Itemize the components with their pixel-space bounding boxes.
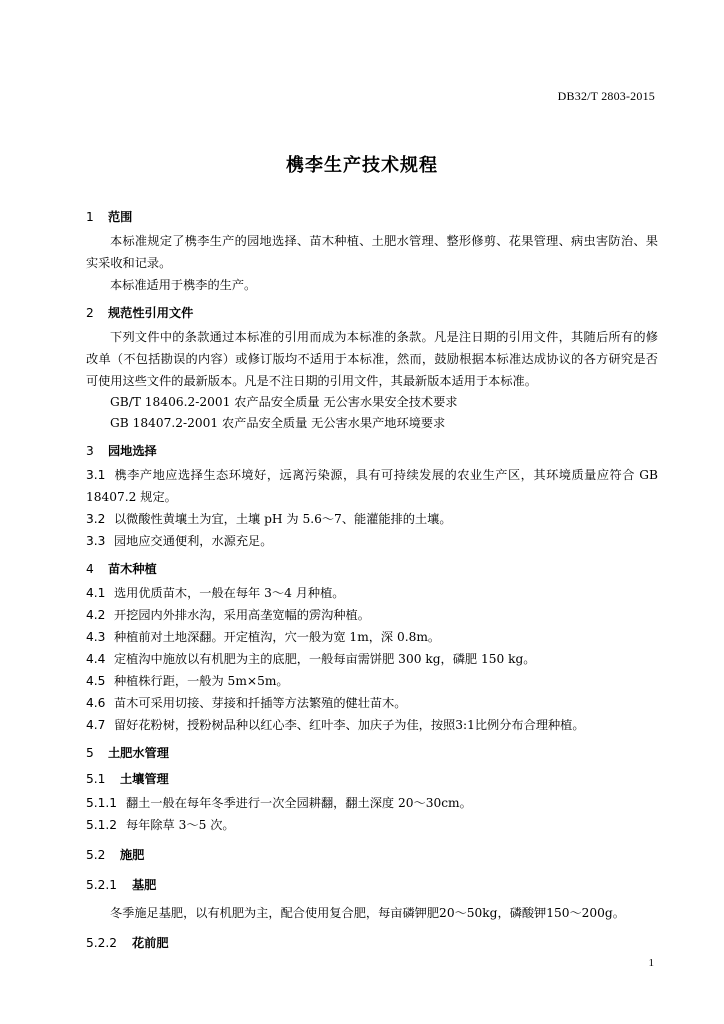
clause-item (86, 626, 658, 648)
clause-item (86, 604, 658, 626)
clause-item (86, 714, 658, 736)
section-number: 4 (86, 562, 94, 576)
section-number: 3 (86, 444, 94, 458)
clause-text: 以微酸性黄壤土为宜，土壤 pH 为 5.6～7、能灌能排的土壤。 (114, 512, 452, 526)
section-heading-3 (86, 438, 658, 464)
clause-number: 4.1 (86, 586, 106, 600)
subsubsection-title: 花前肥 (132, 936, 169, 950)
clause-text: 种植株行距，一般为 5m×5m。 (114, 674, 289, 688)
clause-item (86, 670, 658, 692)
clause-number: 3.3 (86, 534, 106, 548)
section-title: 园地选择 (108, 444, 157, 458)
paragraph: 冬季施足基肥，以有机肥为主，配合使用复合肥，每亩磷钾肥20～50kg，磷酸钾150～200g。 (110, 906, 625, 920)
subsection-number: 5.1 (86, 772, 106, 786)
clause-number: 4.7 (86, 718, 106, 732)
subsection-heading-5-1 (86, 766, 658, 792)
subsection-title: 土壤管理 (120, 772, 169, 786)
clause-number: 3.2 (86, 512, 106, 526)
clause-item (86, 648, 658, 670)
section-number: 1 (86, 210, 94, 224)
section-title: 范围 (108, 210, 133, 224)
clause-item (86, 792, 658, 814)
section-heading-5 (86, 740, 658, 766)
clause-number: 4.3 (86, 630, 106, 644)
reference-item: GB 18407.2-2001 农产品安全质量 无公害水果产地环境要求 (110, 416, 446, 430)
reference-item: GB/T 18406.2-2001 农产品安全质量 无公害水果安全技术要求 (110, 395, 458, 409)
clause-text: 种植前对土地深翻。开定植沟，穴一般为宽 1m，深 0.8m。 (114, 630, 441, 644)
clause-text: 园地应交通便利，水源充足。 (114, 534, 273, 548)
subsubsection-number: 5.2.1 (86, 878, 118, 892)
subsection-title: 施肥 (120, 848, 145, 862)
clause-text: 每年除草 3～5 次。 (126, 818, 235, 832)
section-title: 苗木种植 (108, 562, 157, 576)
clause-number: 5.1.1 (86, 796, 118, 810)
paragraph: 本标准规定了槜李生产的园地选择、苗木种植、土肥水管理、整形修剪、花果管理、病虫害防治、果实采收和记录。 (86, 234, 658, 270)
clause-text: 留好花粉树，授粉树品种以红心李、红叶李、加庆子为佳，按照3:1比例分布合理种植。 (114, 718, 585, 732)
subsubsection-heading-5-2-2 (86, 930, 658, 956)
clause-number: 3.1 (86, 468, 106, 482)
clause-number: 4.4 (86, 652, 106, 666)
section-title: 土肥水管理 (108, 746, 169, 760)
clause-item (86, 508, 658, 530)
clause-item (86, 464, 658, 508)
clause-item (86, 692, 658, 714)
document-code: DB32/T 2803-2015 (557, 89, 655, 103)
subsubsection-number: 5.2.2 (86, 936, 118, 950)
clause-item (86, 530, 658, 552)
document-body (86, 204, 658, 956)
clause-item (86, 582, 658, 604)
clause-text: 选用优质苗木，一般在每年 3～4 月种植。 (114, 586, 345, 600)
section-number: 2 (86, 306, 94, 320)
clause-number: 4.6 (86, 696, 106, 710)
clause-number: 5.1.2 (86, 818, 118, 832)
section-title: 规范性引用文件 (108, 306, 194, 320)
clause-number: 4.2 (86, 608, 106, 622)
section-heading-4 (86, 556, 658, 582)
subsection-number: 5.2 (86, 848, 106, 862)
clause-text: 定植沟中施放以有机肥为主的底肥，一般每亩需饼肥 300 kg，磷肥 150 kg。 (114, 652, 536, 666)
paragraph: 下列文件中的条款通过本标准的引用而成为本标准的条款。凡是注日期的引用文件，其随后所有的修改单（不包括勘误的内容）或修订版均不适用于本标准，然而，鼓励根据本标准达成协议的各方研究是否可使用这些文件的最新版本。凡是不注日期的引用文件，其最新版本适用于本标准。 (86, 330, 658, 388)
section-heading-2 (86, 300, 658, 326)
clause-number: 4.5 (86, 674, 106, 688)
clause-text: 翻土一般在每年冬季进行一次全园耕翻，翻土深度 20～30cm。 (126, 796, 472, 810)
section-heading-1 (86, 204, 658, 230)
subsubsection-heading-5-2-1 (86, 872, 658, 898)
page-number: 1 (648, 957, 654, 969)
paragraph: 本标准适用于槜李的生产。 (110, 278, 257, 292)
clause-text: 开挖园内外排水沟，采用高垄宽幅的雳沟种植。 (114, 608, 370, 622)
document-title: 槜李生产技术规程 (286, 155, 438, 176)
section-number: 5 (86, 746, 94, 760)
subsubsection-title: 基肥 (132, 878, 157, 892)
clause-text: 槜李产地应选择生态环境好，远离污染源，具有可持续发展的农业生产区，其环境质量应符合 GB 18407.2 规定。 (86, 468, 658, 504)
clause-item (86, 814, 658, 836)
clause-text: 苗木可采用切接、芽接和扦插等方法繁殖的健壮苗木。 (114, 696, 407, 710)
subsection-heading-5-2 (86, 842, 658, 868)
